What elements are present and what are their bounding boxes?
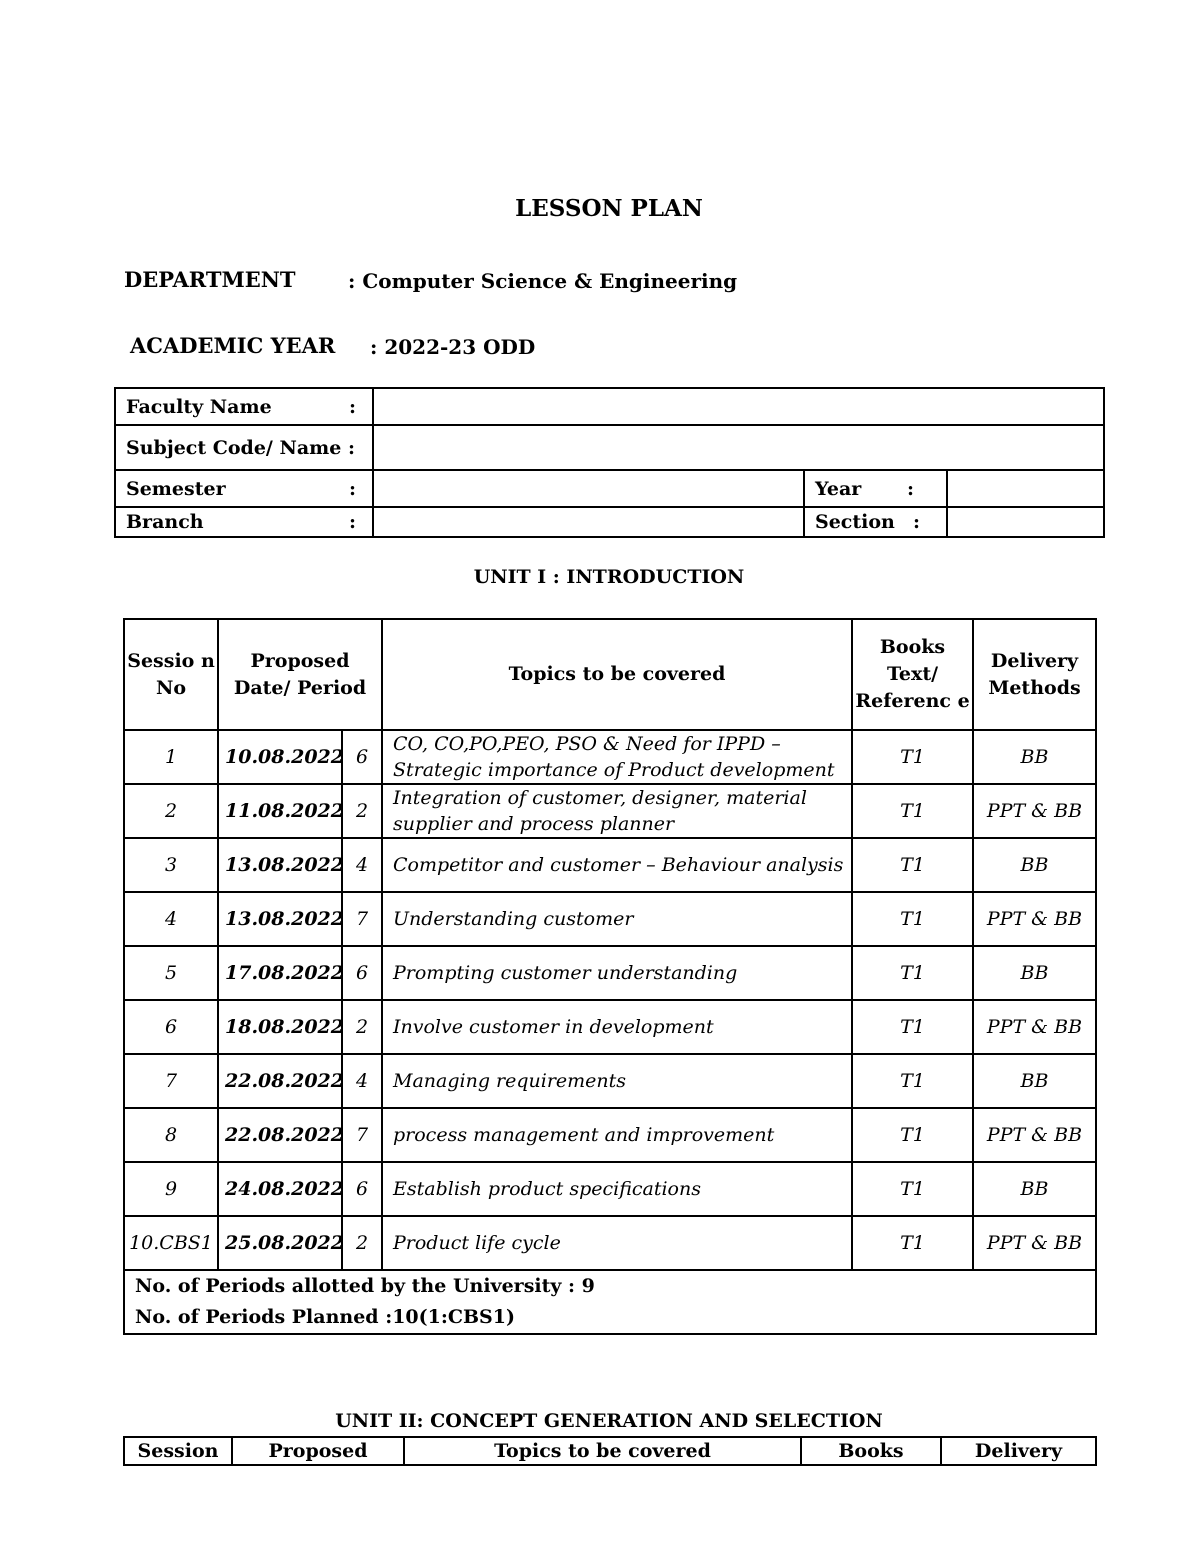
book-reference: T1 xyxy=(852,1000,973,1054)
proposed-date: 18.08.2022 xyxy=(218,1000,342,1054)
header-session: Sessio n No xyxy=(124,619,218,730)
book-reference: T1 xyxy=(852,730,973,784)
delivery-method: BB xyxy=(973,1054,1096,1108)
table-row xyxy=(124,1000,1096,1054)
year-value[interactable] xyxy=(947,470,1104,507)
table-row xyxy=(124,838,1096,892)
session-no: 2 xyxy=(124,784,218,838)
topic: Managing requirements xyxy=(382,1054,852,1108)
table-row xyxy=(124,1162,1096,1216)
page-title: LESSON PLAN xyxy=(515,195,703,222)
topic: Integration of customer, designer, material supplier and process planner xyxy=(382,784,852,838)
unit2-table xyxy=(123,1436,1097,1466)
unit1-heading: UNIT I : INTRODUCTION xyxy=(473,566,745,588)
proposed-date: 10.08.2022 xyxy=(218,730,342,784)
header-delivery: Delivery Methods xyxy=(973,619,1096,730)
book-reference: T1 xyxy=(852,1054,973,1108)
proposed-date: 13.08.2022 xyxy=(218,892,342,946)
semester-label: Semester : xyxy=(115,470,373,507)
period: 2 xyxy=(342,1216,382,1270)
branch-value[interactable] xyxy=(373,507,804,537)
proposed-date: 22.08.2022 xyxy=(218,1054,342,1108)
period: 6 xyxy=(342,1162,382,1216)
unit1-table xyxy=(123,618,1097,1335)
period: 6 xyxy=(342,946,382,1000)
academic-year-value: : 2022-23 ODD xyxy=(370,335,536,359)
topic: Product life cycle xyxy=(382,1216,852,1270)
proposed-date: 17.08.2022 xyxy=(218,946,342,1000)
subject-value[interactable] xyxy=(373,425,1104,470)
department-value: : Computer Science & Engineering xyxy=(348,269,738,293)
delivery-method: BB xyxy=(973,838,1096,892)
table-row xyxy=(124,892,1096,946)
session-no: 9 xyxy=(124,1162,218,1216)
session-no: 7 xyxy=(124,1054,218,1108)
delivery-method: PPT & BB xyxy=(973,1000,1096,1054)
unit2-header-delivery: Delivery xyxy=(941,1437,1096,1465)
table-row xyxy=(124,1108,1096,1162)
session-no: 4 xyxy=(124,892,218,946)
table-row xyxy=(124,1216,1096,1270)
table-row xyxy=(124,946,1096,1000)
table-row xyxy=(124,784,1096,838)
topic: process management and improvement xyxy=(382,1108,852,1162)
unit2-header-topics: Topics to be covered xyxy=(404,1437,801,1465)
branch-label: Branch : xyxy=(115,507,373,537)
year-label: Year : xyxy=(804,470,947,507)
delivery-method: BB xyxy=(973,946,1096,1000)
department-label: DEPARTMENT xyxy=(124,267,296,292)
topic: CO, CO,PO,PEO, PSO & Need for IPPD – Strategic importance of Product development xyxy=(382,730,852,784)
book-reference: T1 xyxy=(852,1108,973,1162)
delivery-method: PPT & BB xyxy=(973,784,1096,838)
period: 4 xyxy=(342,1054,382,1108)
session-no: 8 xyxy=(124,1108,218,1162)
academic-year-label: ACADEMIC YEAR xyxy=(130,333,336,358)
unit2-header-books: Books xyxy=(801,1437,941,1465)
subject-label: Subject Code/ Name : xyxy=(115,425,373,470)
topic: Understanding customer xyxy=(382,892,852,946)
proposed-date: 24.08.2022 xyxy=(218,1162,342,1216)
delivery-method: PPT & BB xyxy=(973,1108,1096,1162)
book-reference: T1 xyxy=(852,1216,973,1270)
book-reference: T1 xyxy=(852,838,973,892)
session-no: 3 xyxy=(124,838,218,892)
delivery-method: BB xyxy=(973,1162,1096,1216)
section-value[interactable] xyxy=(947,507,1104,537)
periods-summary xyxy=(124,1270,1096,1334)
section-label: Section : xyxy=(804,507,947,537)
period: 7 xyxy=(342,1108,382,1162)
period: 6 xyxy=(342,730,382,784)
semester-value[interactable] xyxy=(373,470,804,507)
topic: Prompting customer understanding xyxy=(382,946,852,1000)
period: 4 xyxy=(342,838,382,892)
delivery-method: PPT & BB xyxy=(973,892,1096,946)
book-reference: T1 xyxy=(852,784,973,838)
proposed-date: 11.08.2022 xyxy=(218,784,342,838)
unit2-header-proposed: Proposed xyxy=(232,1437,404,1465)
topic: Involve customer in development xyxy=(382,1000,852,1054)
book-reference: T1 xyxy=(852,946,973,1000)
topic: Establish product specifications xyxy=(382,1162,852,1216)
period: 7 xyxy=(342,892,382,946)
header-topics: Topics to be covered xyxy=(382,619,852,730)
period: 2 xyxy=(342,784,382,838)
session-no: 5 xyxy=(124,946,218,1000)
topic: Competitor and customer – Behaviour analysis xyxy=(382,838,852,892)
faculty-name-value[interactable] xyxy=(373,388,1104,425)
table-row xyxy=(124,730,1096,784)
header-date: Proposed Date/ Period xyxy=(218,619,382,730)
header-books: Books Text/ Referenc e xyxy=(852,619,973,730)
session-no: 1 xyxy=(124,730,218,784)
session-no: 6 xyxy=(124,1000,218,1054)
faculty-name-label: Faculty Name : xyxy=(115,388,373,425)
unit2-heading: UNIT II: CONCEPT GENERATION AND SELECTION xyxy=(335,1410,883,1432)
delivery-method: PPT & BB xyxy=(973,1216,1096,1270)
faculty-info-table xyxy=(114,387,1105,538)
book-reference: T1 xyxy=(852,1162,973,1216)
periods-planned: No. of Periods Planned :10(1:CBS1) xyxy=(135,1306,515,1328)
period: 2 xyxy=(342,1000,382,1054)
periods-allotted: No. of Periods allotted by the University : 9 xyxy=(135,1275,595,1297)
table-row xyxy=(124,1054,1096,1108)
proposed-date: 25.08.2022 xyxy=(218,1216,342,1270)
proposed-date: 13.08.2022 xyxy=(218,838,342,892)
proposed-date: 22.08.2022 xyxy=(218,1108,342,1162)
delivery-method: BB xyxy=(973,730,1096,784)
session-no: 10.CBS1 xyxy=(124,1216,218,1270)
book-reference: T1 xyxy=(852,892,973,946)
unit2-header-session: Session xyxy=(124,1437,232,1465)
